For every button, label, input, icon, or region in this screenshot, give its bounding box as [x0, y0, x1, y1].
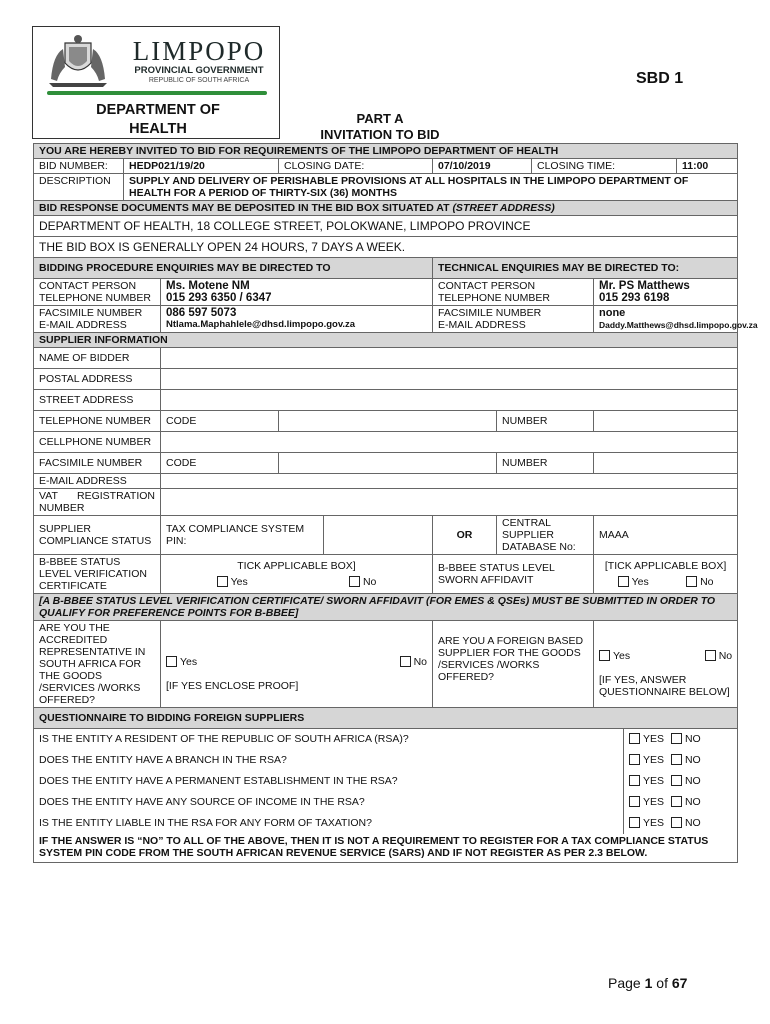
supplier-email-field[interactable] — [161, 474, 738, 489]
page-total: 67 — [671, 975, 688, 991]
page-mid: of — [652, 975, 672, 991]
bid-box-banner-emphasis: (STREET ADDRESS) — [452, 202, 555, 214]
accredited-answer — [161, 621, 433, 708]
foreign-supplier-yes-label: Yes — [613, 650, 631, 662]
cellphone-label: CELLPHONE NUMBER — [34, 432, 161, 453]
foreign-supplier-answer — [594, 621, 738, 708]
foreign-supplier-note: [IF YES, ANSWER QUESTIONNAIRE BELOW] — [599, 674, 730, 698]
bbbee-affidavit-tick — [594, 555, 738, 594]
procedure-contact-person: Ms. Motene NM — [166, 280, 250, 292]
supplier-info-heading: SUPPLIER INFORMATION — [34, 333, 738, 348]
checkbox-icon[interactable] — [671, 796, 682, 807]
department-title — [63, 101, 253, 139]
bbbee-certificate-tick-label: TICK APPLICABLE BOX] — [237, 560, 356, 572]
bbbee-certificate-no[interactable] — [349, 576, 376, 588]
accredited-question: ARE YOU THE ACCREDITED REPRESENTATIVE IN SOUTH AFRICA FOR THE GOODS /SERVICES /WORKS OFFERED? — [34, 621, 161, 708]
technical-enquiries-heading: TECHNICAL ENQUIRIES MAY BE DIRECTED TO: — [433, 258, 738, 279]
technical-email: Daddy.Matthews@dhsd.limpopo.gov.za — [599, 320, 758, 330]
invitation-form — [33, 143, 758, 863]
answer-yes-label: YES — [643, 817, 665, 829]
question-text: IS THE ENTITY A RESIDENT OF THE REPUBLIC OF SOUTH AFRICA (RSA)? — [34, 729, 624, 750]
bbbee-affidavit-tick-label: [TICK APPLICABLE BOX] — [604, 560, 727, 572]
bbbee-affidavit-yes[interactable] — [618, 576, 649, 588]
bid-box-address: DEPARTMENT OF HEALTH, 18 COLLEGE STREET, POLOKWANE, LIMPOPO PROVINCE — [34, 216, 738, 237]
question-answer — [624, 813, 738, 834]
bid-number-label: BID NUMBER: — [34, 159, 124, 174]
accredited-no[interactable] — [400, 656, 427, 668]
checkbox-icon[interactable] — [599, 650, 610, 661]
bbbee-affidavit-no-label: No — [700, 576, 714, 588]
answer-yes-label: YES — [643, 775, 665, 787]
bbbee-affidavit-no[interactable] — [686, 576, 713, 588]
fax-code-label: CODE — [161, 453, 279, 474]
bbbee-note: [A B-BBEE STATUS LEVEL VERIFICATION CERTIFICATE/ SWORN AFFIDAVIT (FOR EMES & QSEs) MUST BE SUBMITTED IN ORDER TO QUALIFY FOR PREFERENCE POINTS FOR B-BBEE] — [34, 594, 738, 621]
bid-box-banner — [34, 201, 738, 216]
page-current: 1 — [644, 975, 653, 991]
compliance-status-label: SUPPLIER COMPLIANCE STATUS — [34, 516, 161, 555]
telephone-number-label: NUMBER — [497, 411, 594, 432]
accredited-no-label: No — [413, 656, 427, 668]
answer-yes-label: YES — [643, 796, 665, 808]
department-line-1: DEPARTMENT OF — [96, 102, 220, 118]
brand-subtitle: PROVINCIAL GOVERNMENT — [134, 65, 264, 76]
closing-date-value: 07/10/2019 — [433, 159, 532, 174]
cellphone-field[interactable] — [161, 432, 738, 453]
question-text: IS THE ENTITY LIABLE IN THE RSA FOR ANY FORM OF TAXATION? — [34, 813, 624, 834]
brand-green-bar — [47, 91, 267, 95]
procedure-fax-label: FACSIMILE NUMBER — [39, 307, 143, 319]
bid-number-value: HEDP021/19/20 — [124, 159, 279, 174]
checkbox-icon[interactable] — [629, 733, 640, 744]
page-number — [608, 975, 687, 991]
procedure-fax: 086 597 5073 — [166, 307, 237, 319]
accredited-note: [IF YES ENCLOSE PROOF] — [166, 680, 299, 692]
part-heading — [300, 111, 460, 143]
brand-name: LIMPOPO — [132, 36, 266, 66]
bbbee-affidavit-yes-label: Yes — [631, 576, 649, 588]
checkbox-icon[interactable] — [629, 775, 640, 786]
procedure-contact-values — [161, 279, 433, 306]
bidder-name-field[interactable] — [161, 348, 738, 369]
foreign-supplier-no[interactable] — [705, 650, 732, 662]
bbbee-certificate-yes[interactable] — [217, 576, 248, 588]
questionnaire-row — [34, 729, 738, 750]
answer-no-label: NO — [684, 817, 701, 829]
questionnaire-row — [34, 813, 738, 834]
technical-fax-email-labels — [433, 306, 594, 333]
part-label: PART A — [356, 111, 404, 126]
technical-contact-label — [433, 279, 594, 306]
postal-address-field[interactable] — [161, 369, 738, 390]
checkbox-icon[interactable] — [671, 754, 682, 765]
questionnaire-row — [34, 792, 738, 813]
checkbox-icon[interactable] — [686, 576, 697, 587]
questionnaire-row — [34, 750, 738, 771]
fax-number-label: NUMBER — [497, 453, 594, 474]
procedure-email: Ntlama.Maphahlele@dhsd.limpopo.gov.za — [166, 319, 356, 330]
question-answer — [624, 750, 738, 771]
foreign-supplier-question: ARE YOU A FOREIGN BASED SUPPLIER FOR THE GOODS /SERVICES /WORKS OFFERED? — [433, 621, 594, 708]
checkbox-icon[interactable] — [629, 754, 640, 765]
closing-date-label: CLOSING DATE: — [279, 159, 433, 174]
accredited-yes[interactable] — [166, 656, 197, 668]
technical-email-label: E-MAIL ADDRESS — [438, 319, 526, 331]
checkbox-icon[interactable] — [671, 775, 682, 786]
bid-box-banner-text: BID RESPONSE DOCUMENTS MAY BE DEPOSITED IN THE BID BOX SITUATED AT — [39, 202, 453, 214]
procedure-enquiries-heading: BIDDING PROCEDURE ENQUIRIES MAY BE DIRECTED TO — [34, 258, 433, 279]
question-text: DOES THE ENTITY HAVE A BRANCH IN THE RSA? — [34, 750, 624, 771]
procedure-contact-label — [34, 279, 161, 306]
bidder-name-label: NAME OF BIDDER — [34, 348, 161, 369]
checkbox-icon[interactable] — [618, 576, 629, 587]
foreign-supplier-no-label: No — [718, 650, 733, 662]
checkbox-icon[interactable] — [629, 817, 640, 828]
invitation-banner: YOU ARE HEREBY INVITED TO BID FOR REQUIREMENTS OF THE LIMPOPO DEPARTMENT OF HEALTH — [34, 144, 738, 159]
tax-pin-label: TAX COMPLIANCE SYSTEM PIN: — [161, 516, 324, 555]
accredited-yes-label: Yes — [180, 656, 198, 668]
bid-box-hours: THE BID BOX IS GENERALLY OPEN 24 HOURS, 7 DAYS A WEEK. — [34, 237, 738, 258]
answer-no-label: NO — [684, 754, 701, 766]
foreign-supplier-options — [599, 650, 732, 662]
bbbee-affidavit-options — [599, 576, 732, 588]
answer-yes-label: YES — [643, 733, 665, 746]
form-code: SBD 1 — [636, 70, 684, 87]
telephone-number-field[interactable] — [594, 411, 738, 432]
page-prefix: Page — [608, 975, 645, 991]
accredited-options — [166, 656, 427, 668]
csd-label: CENTRAL SUPPLIER DATABASE No: — [497, 516, 594, 555]
part-title: INVITATION TO BID — [320, 127, 440, 142]
bbbee-certificate-label: B-BBEE STATUS LEVEL VERIFICATION CERTIFICATE — [34, 555, 161, 594]
checkbox-icon[interactable] — [671, 817, 682, 828]
bbbee-certificate-no-label: No — [362, 576, 377, 588]
supplier-fax-label: FACSIMILE NUMBER — [34, 453, 161, 474]
foreign-supplier-yes[interactable] — [599, 650, 630, 662]
vat-registration-field[interactable] — [161, 489, 738, 516]
fax-code-field[interactable] — [279, 453, 497, 474]
checkbox-icon[interactable] — [349, 576, 360, 587]
answer-no-label: NO — [684, 796, 701, 808]
checkbox-icon[interactable] — [629, 796, 640, 807]
technical-fax: none — [599, 307, 626, 319]
question-text: DOES THE ENTITY HAVE A PERMANENT ESTABLISHMENT IN THE RSA? — [34, 771, 624, 792]
description-label: DESCRIPTION — [34, 174, 124, 201]
procedure-contact-person-label: CONTACT PERSON — [39, 280, 137, 292]
description-value: SUPPLY AND DELIVERY OF PERISHABLE PROVISIONS AT ALL HOSPITALS IN THE LIMPOPO DEPARTMENT OF HEALTH FOR A PERIOD OF THIRTY-SIX (36) MONTHS — [124, 174, 738, 201]
telephone-code-field[interactable] — [279, 411, 497, 432]
bbbee-certificate-options — [166, 576, 427, 588]
fax-number-field[interactable] — [594, 453, 738, 474]
question-answer — [624, 771, 738, 792]
telephone-code-label: CODE — [161, 411, 279, 432]
question-text: DOES THE ENTITY HAVE ANY SOURCE OF INCOME IN THE RSA? — [34, 792, 624, 813]
checkbox-icon[interactable] — [166, 656, 177, 667]
bbbee-affidavit-label: B-BBEE STATUS LEVEL SWORN AFFIDAVIT — [433, 555, 594, 594]
technical-contact-values — [594, 279, 738, 306]
procedure-fax-email-values — [161, 306, 433, 333]
technical-telephone: 015 293 6198 — [599, 292, 670, 304]
questionnaire-heading: QUESTIONNAIRE TO BIDDING FOREIGN SUPPLIERS — [34, 708, 738, 729]
coat-of-arms-icon — [43, 33, 113, 87]
procedure-email-label: E-MAIL ADDRESS — [39, 319, 127, 331]
technical-contact-person-label: CONTACT PERSON — [438, 280, 536, 292]
postal-address-label: POSTAL ADDRESS — [34, 369, 161, 390]
procedure-fax-email-labels — [34, 306, 161, 333]
tax-pin-field[interactable] — [324, 516, 433, 555]
checkbox-icon[interactable] — [217, 576, 228, 587]
bbbee-certificate-yes-label: Yes — [230, 576, 248, 588]
department-line-2: HEALTH — [129, 121, 187, 137]
questionnaire-footer-note: IF THE ANSWER IS “NO” TO ALL OF THE ABOVE, THEN IT IS NOT A REQUIREMENT TO REGISTER FOR A TAX COMPLIANCE STATUS SYSTEM PIN CODE FROM THE SOUTH AFRICAN REVENUE SERVICE (SARS) AND IF NOT REGISTER AS PER 2.3 BELOW. — [34, 834, 738, 863]
supplier-telephone-label: TELEPHONE NUMBER — [34, 411, 161, 432]
closing-time-value: 11:00 — [677, 159, 738, 174]
street-address-field[interactable] — [161, 390, 738, 411]
csd-prefix: MAAA — [599, 529, 629, 541]
technical-fax-email-values — [594, 306, 758, 333]
or-label: OR — [433, 516, 497, 555]
street-address-label: STREET ADDRESS — [34, 390, 161, 411]
checkbox-icon[interactable] — [400, 656, 411, 667]
brand-block — [121, 37, 277, 85]
procedure-telephone: 015 293 6350 / 6347 — [166, 292, 272, 304]
technical-fax-label: FACSIMILE NUMBER — [438, 307, 542, 319]
bbbee-certificate-tick — [161, 555, 433, 594]
csd-field[interactable] — [594, 516, 738, 555]
procedure-telephone-label: TELEPHONE NUMBER — [39, 292, 152, 304]
technical-contact-person: Mr. PS Matthews — [599, 280, 690, 292]
supplier-email-label: E-MAIL ADDRESS — [34, 474, 161, 489]
questionnaire-row — [34, 771, 738, 792]
checkbox-icon[interactable] — [671, 733, 682, 744]
question-answer — [624, 792, 738, 813]
logo-box — [32, 26, 280, 139]
brand-country: REPUBLIC OF SOUTH AFRICA — [148, 77, 250, 84]
answer-no-label: NO — [684, 775, 701, 787]
answer-no-label: NO — [684, 733, 701, 746]
technical-telephone-label: TELEPHONE NUMBER — [438, 292, 551, 304]
answer-yes-label: YES — [643, 754, 665, 766]
checkbox-icon[interactable] — [705, 650, 716, 661]
question-answer — [624, 729, 738, 750]
vat-registration-label: VAT REGISTRATION NUMBER — [34, 489, 161, 516]
closing-time-label: CLOSING TIME: — [532, 159, 677, 174]
